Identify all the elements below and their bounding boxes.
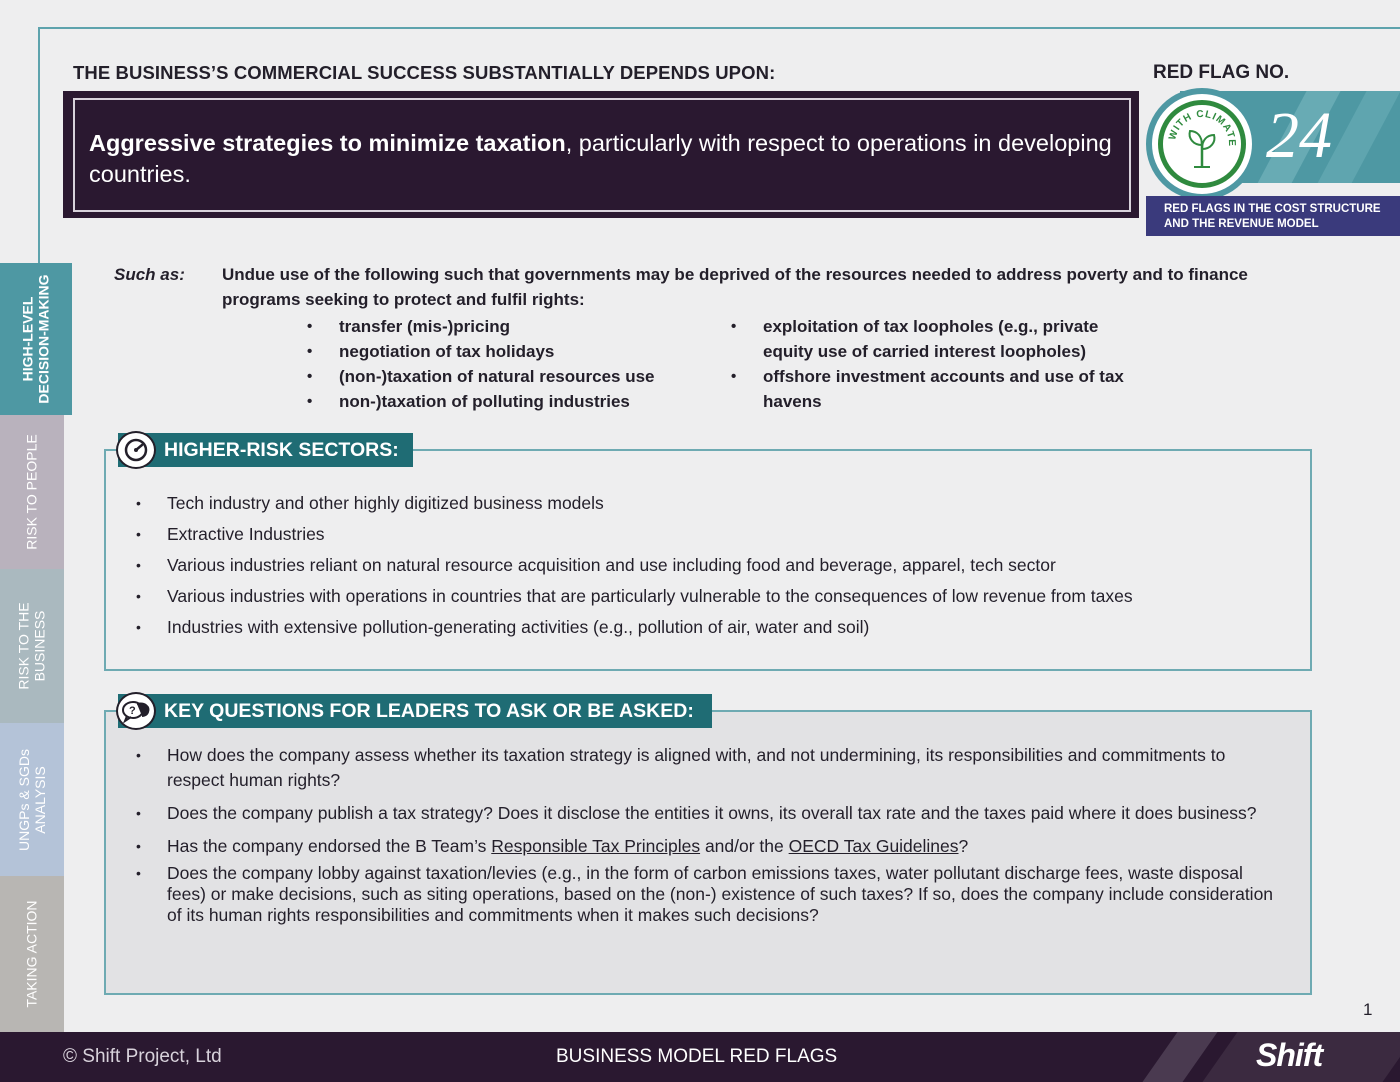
svg-text:?: ? [129, 705, 136, 717]
red-flag-category [1146, 196, 1400, 236]
list-item: • negotiation of tax holidays [307, 339, 707, 364]
questions-title: KEY QUESTIONS FOR LEADERS TO ASK OR BE ASKED: [164, 700, 694, 722]
list-item: • Does the company lobby against taxation/levies (e.g., in the form of carbon emissions taxes, water pollutant discharge fees, waste disposal fees) or make decisions, such as siting operations, based on the (non-) existence of such taxes? If so, does the company include consideration of its human rights responsibilities and commitments when it makes such decisions? [134, 863, 1284, 926]
side-tab-risk-to-people[interactable] [0, 415, 64, 569]
headline-text [73, 98, 1131, 212]
side-tab-label: HIGH-LEVEL DECISION-MAKING [20, 274, 52, 404]
list-item: • transfer (mis-)pricing [307, 314, 707, 339]
frame-left-rule [38, 27, 40, 263]
shift-logo[interactable]: Shift [1256, 1037, 1323, 1073]
headline-rest: , particularly with respect to operations in developing countries. [89, 130, 1112, 187]
svg-text:WITH CLIMATE LENS: WITH CLIMATE [1167, 108, 1238, 148]
side-tab-ungps-sgds-analysis[interactable] [0, 723, 64, 876]
sectors-heading [118, 433, 413, 467]
climate-lens-icon [1163, 105, 1241, 183]
oecd-tax-guidelines-link[interactable]: OECD Tax Guidelines [788, 835, 959, 856]
gauge-icon [116, 431, 156, 469]
side-tab-label: TAKING ACTION [24, 900, 40, 1008]
question-text: and/or the [700, 835, 789, 856]
sectors-list [134, 490, 1294, 645]
category-line: AND THE REVENUE MODEL [1164, 218, 1319, 230]
list-item: • offshore investment accounts and use of tax havens [731, 364, 1151, 414]
climate-lens-ring [1158, 100, 1246, 188]
such-as-left-list [307, 314, 707, 414]
list-item [134, 834, 1284, 859]
such-as-intro: Undue use of the following such that governments may be deprived of the resources needed to address poverty and to finance programs seeking to protect and fulfil rights: [222, 265, 1248, 309]
side-tab-label: RISK TO PEOPLE [24, 434, 41, 550]
responsible-tax-principles-link[interactable]: Responsible Tax Principles [491, 835, 701, 856]
climate-lens-seal [1146, 88, 1258, 200]
list-item: • Extractive Industries [134, 521, 1294, 552]
red-flag-number: 24 [1266, 99, 1332, 172]
questions-heading [118, 694, 712, 728]
questions-list [134, 743, 1284, 926]
speech-bubble-icon [116, 692, 156, 730]
headline-bold: Aggressive strategies to minimize taxation [89, 130, 566, 156]
side-tab-label: RISK TO THE BUSINESS [16, 602, 49, 690]
list-item: • Tech industry and other highly digitized business models [134, 490, 1294, 521]
side-tab-risk-to-the-business[interactable] [0, 569, 64, 723]
list-item: • Does the company publish a tax strategy? Does it disclose the entities it owns, its overall tax rate and the taxes paid where it does business? [134, 801, 1284, 826]
list-item: • non-)taxation of polluting industries [307, 389, 707, 414]
headline-box [63, 91, 1139, 218]
frame-top-rule [38, 27, 1400, 29]
list-item: • exploitation of tax loopholes (e.g., private equity use of carried interest loopholes) [731, 314, 1151, 364]
red-flag-label: RED FLAG NO. [1153, 62, 1290, 83]
footer-title: BUSINESS MODEL RED FLAGS [556, 1046, 838, 1067]
page-number: 1 [1363, 1000, 1373, 1019]
such-as-right-list [731, 314, 1151, 414]
question-text: ? [958, 835, 969, 856]
list-item: • (non-)taxation of natural resources use [307, 364, 707, 389]
sectors-title: HIGHER-RISK SECTORS: [164, 439, 399, 461]
category-line: RED FLAGS IN THE COST STRUCTURE [1164, 203, 1381, 215]
side-tab-taking-action[interactable] [0, 876, 64, 1032]
side-tab-high-level-decision-making[interactable] [0, 263, 72, 415]
footer-copyright: © Shift Project, Ltd [63, 1046, 222, 1067]
list-item: • Various industries with operations in countries that are particularly vulnerable to the consequences of low revenue from taxes [134, 583, 1294, 614]
question-text: Has the company endorsed the B Team’s [167, 835, 492, 856]
such-as-label: Such as: [114, 265, 185, 284]
list-item: • How does the company assess whether its taxation strategy is aligned with, and not undermining, its responsibilities and commitments to respect human rights? [134, 743, 1284, 792]
header-label: THE BUSINESS’S COMMERCIAL SUCCESS SUBSTANTIALLY DEPENDS UPON: [73, 62, 776, 83]
side-tab-label: UNGPs & SGDs ANALYSIS [16, 748, 48, 851]
footer [0, 1032, 1400, 1082]
list-item: • Industries with extensive pollution-generating activities (e.g., pollution of air, water and soil) [134, 614, 1294, 645]
list-item: • Various industries reliant on natural resource acquisition and use including food and beverage, apparel, tech sector [134, 552, 1294, 583]
